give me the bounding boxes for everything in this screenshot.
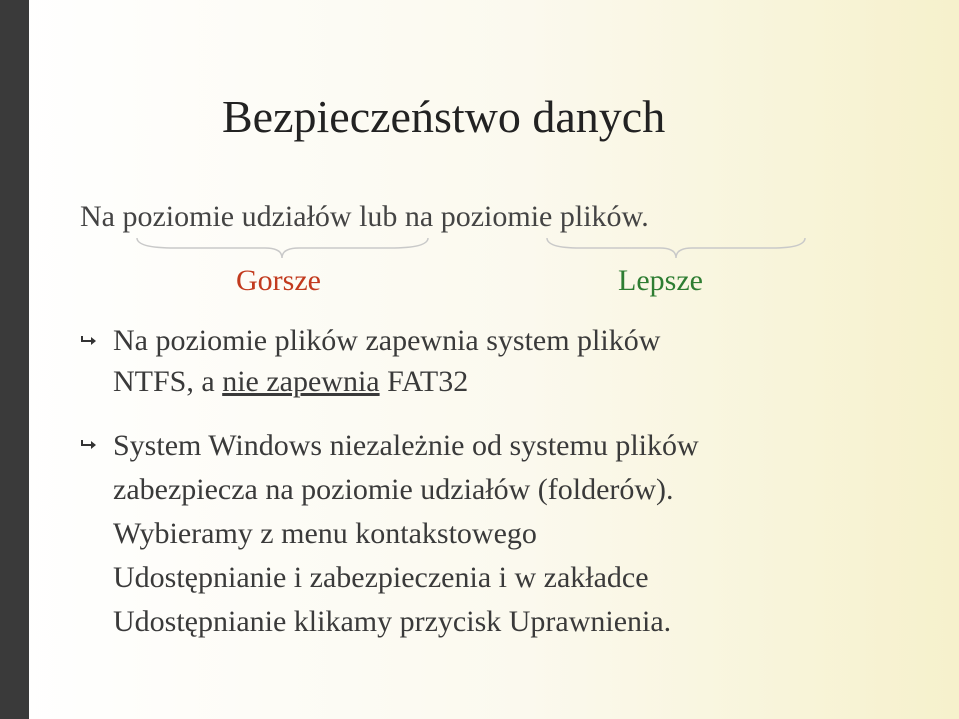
bullet-line: Udostępnianie i zabezpieczenia i w zakładce: [113, 561, 649, 594]
bullet-text: [113, 320, 893, 402]
bullet-line: zabezpiecza na poziomie udziałów (folderów).: [113, 473, 674, 506]
worse-brace: [135, 236, 430, 262]
better-label: Lepsze: [618, 264, 703, 297]
slide-title: Bezpieczeństwo danych: [222, 91, 666, 142]
bullet-line-suffix: FAT32: [379, 365, 469, 398]
arrow-bullet-icon: [80, 438, 100, 452]
bullet-line-prefix: NTFS, a: [113, 365, 223, 398]
bullet-line: Na poziomie plików zapewnia system plików: [113, 324, 661, 357]
bullet-line: Udostępnianie klikamy przycisk Uprawnienia.: [113, 605, 672, 638]
arrow-bullet-icon: [80, 334, 100, 348]
better-brace: [545, 236, 807, 262]
bullet-line: [113, 361, 893, 402]
intro-text: Na poziomie udziałów lub na poziomie plików.: [80, 200, 649, 233]
bullet-line: System Windows niezależnie od systemu plików: [113, 429, 699, 462]
bullet-text: [113, 424, 893, 644]
worse-label: Gorsze: [236, 264, 321, 297]
spiral-binding: [0, 0, 34, 719]
bullet-windows: [80, 424, 893, 644]
bullet-ntfs: [80, 320, 893, 402]
bullet-line: Wybieramy z menu kontakstowego: [113, 517, 537, 550]
underlined-text: nie zapewnia: [222, 365, 380, 398]
